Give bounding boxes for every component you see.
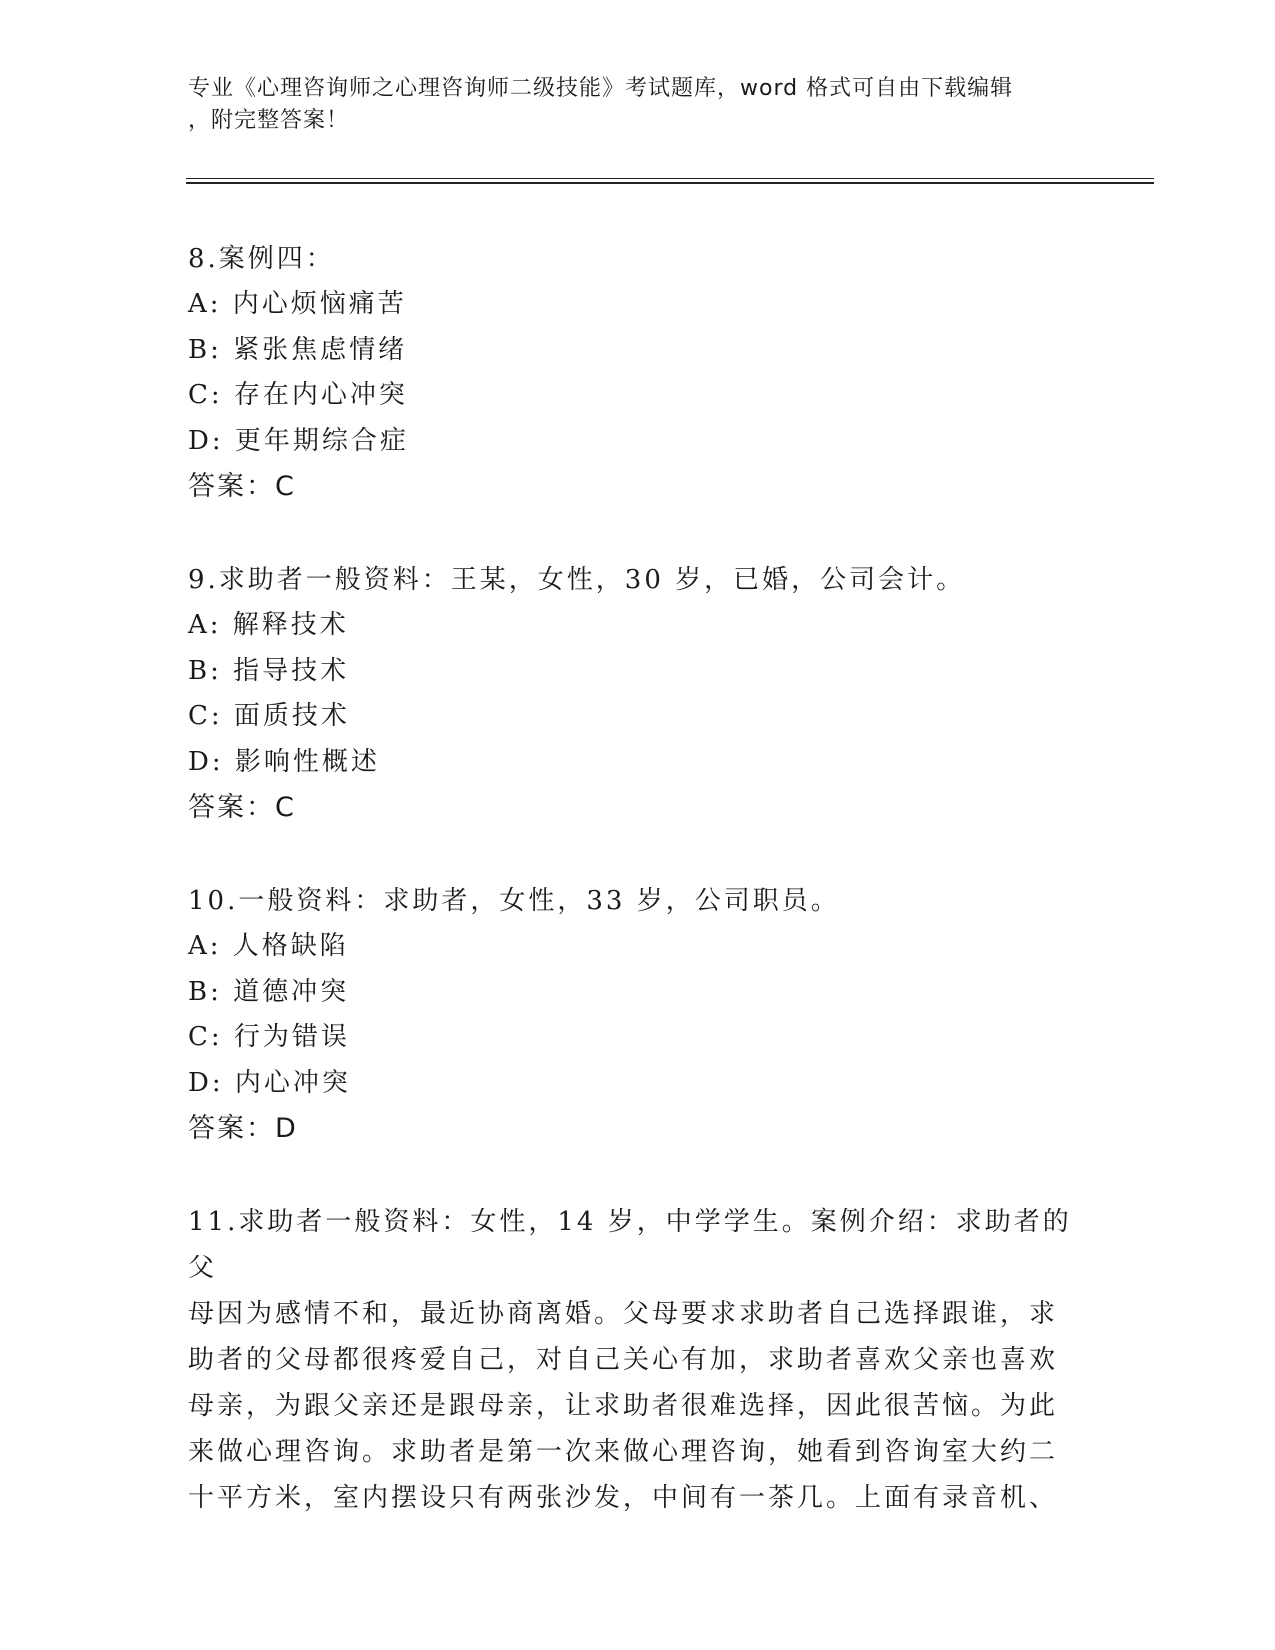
question-text-line: 来做心理咨询。求助者是第一次来做心理咨询，她看到咨询室大约二 xyxy=(188,1437,1059,1467)
option-c: C: 存在内心冲突 xyxy=(188,380,408,410)
option-c: C: 行为错误 xyxy=(188,1022,350,1052)
question-text-line: 助者的父母都很疼爱自己，对自己关心有加，求助者喜欢父亲也喜欢 xyxy=(188,1345,1059,1375)
question-10 xyxy=(188,878,1088,1152)
header-divider-thin xyxy=(186,178,1154,179)
question-9 xyxy=(188,557,1088,831)
option-b: B: 道德冲突 xyxy=(188,976,350,1007)
question-text: 9.求助者一般资料：王某，女性，30 岁，已婚，公司会计。 xyxy=(188,565,966,595)
question-text: 10.一般资料：求助者，女性，33 岁，公司职员。 xyxy=(188,886,840,916)
question-text: 8.案例四： xyxy=(188,244,335,274)
option-d: D: 更年期综合症 xyxy=(188,425,409,456)
question-text-line: 母亲，为跟父亲还是跟母亲，让求助者很难选择，因此很苦恼。为此 xyxy=(188,1391,1059,1421)
header-divider-thick xyxy=(186,182,1154,184)
option-b: B: 指导技术 xyxy=(188,655,350,686)
question-text-line: 母因为感情不和，最近协商离婚。父母要求求助者自己选择跟谁，求 xyxy=(188,1299,1059,1329)
question-list xyxy=(188,236,1088,1568)
document-header xyxy=(188,73,1078,137)
answer-line: 答案：C xyxy=(188,471,296,502)
option-a: A: 解释技术 xyxy=(188,610,349,640)
option-d: D: 影响性概述 xyxy=(188,746,380,777)
answer-line: 答案：C xyxy=(188,792,296,823)
question-8 xyxy=(188,236,1088,510)
header-line-1: 专业《心理咨询师之心理咨询师二级技能》考试题库，word 格式可自由下载编辑 xyxy=(188,76,1014,101)
question-text-line: 十平方米，室内摆设只有两张沙发，中间有一茶几。上面有录音机、 xyxy=(188,1483,1059,1513)
question-text-line: 11.求助者一般资料：女性，14 岁，中学学生。案例介绍：求助者的父 xyxy=(188,1207,1072,1283)
answer-line: 答案：D xyxy=(188,1113,298,1144)
option-c: C: 面质技术 xyxy=(188,701,350,731)
header-line-2: ，附完整答案！ xyxy=(188,108,350,133)
option-d: D: 内心冲突 xyxy=(188,1067,351,1098)
option-a: A: 人格缺陷 xyxy=(188,931,349,961)
option-b: B: 紧张焦虑情绪 xyxy=(188,334,408,365)
option-a: A: 内心烦恼痛苦 xyxy=(188,289,407,319)
question-11 xyxy=(188,1199,1088,1521)
